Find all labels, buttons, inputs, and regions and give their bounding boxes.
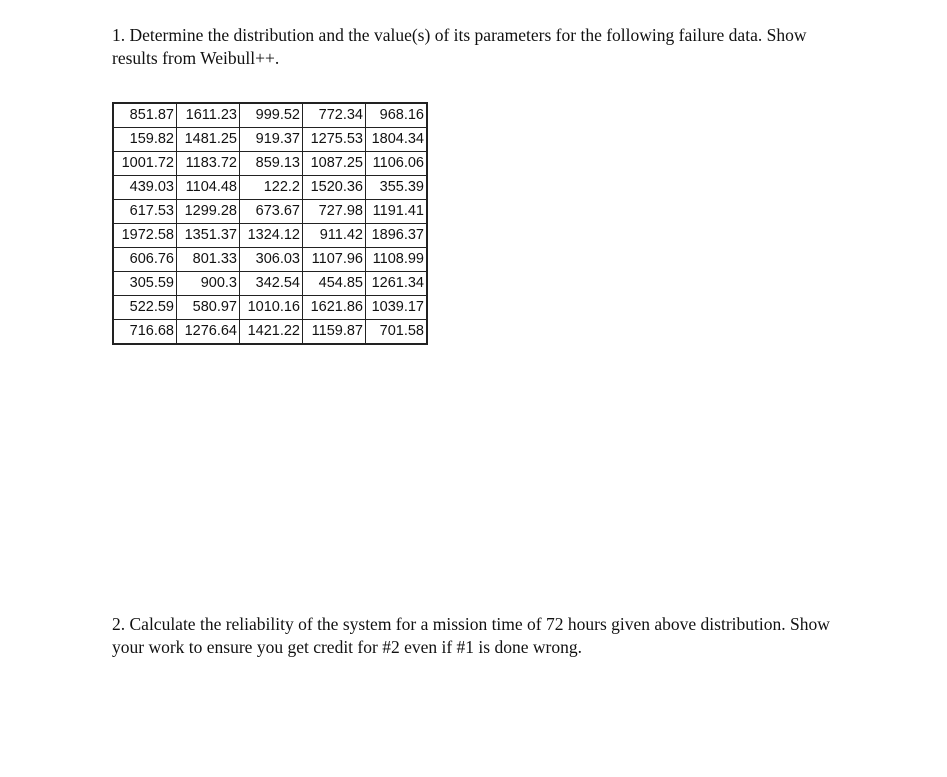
table-row: [113, 296, 427, 320]
table-cell: 701.58: [366, 320, 428, 345]
table-row: [113, 128, 427, 152]
table-row: [113, 103, 427, 128]
table-cell: 1351.37: [177, 224, 240, 248]
table-row: [113, 272, 427, 296]
table-cell: 1104.48: [177, 176, 240, 200]
table-cell: 999.52: [240, 103, 303, 128]
table-cell: 1276.64: [177, 320, 240, 345]
table-cell: 1324.12: [240, 224, 303, 248]
table-cell: 919.37: [240, 128, 303, 152]
table-cell: 355.39: [366, 176, 428, 200]
table-cell: 772.34: [303, 103, 366, 128]
table-cell: 159.82: [113, 128, 177, 152]
table-cell: 1087.25: [303, 152, 366, 176]
table-cell: 1010.16: [240, 296, 303, 320]
table-cell: 1275.53: [303, 128, 366, 152]
table-row: [113, 320, 427, 345]
table-cell: 900.3: [177, 272, 240, 296]
table-cell: 851.87: [113, 103, 177, 128]
question-1-text: 1. Determine the distribution and the value(s) of its parameters for the following failure data. Show results from Weibull++.: [112, 25, 807, 68]
question-2-text: 2. Calculate the reliability of the system for a mission time of 72 hours given above distribution. Show your work to ensure you get credit for #2 even if #1 is done wrong.: [112, 614, 830, 657]
table-cell: 1107.96: [303, 248, 366, 272]
table-cell: 1183.72: [177, 152, 240, 176]
table-cell: 1261.34: [366, 272, 428, 296]
table-cell: 1191.41: [366, 200, 428, 224]
table-cell: 801.33: [177, 248, 240, 272]
table-cell: 716.68: [113, 320, 177, 345]
table-cell: 522.59: [113, 296, 177, 320]
table-cell: 1621.86: [303, 296, 366, 320]
table-cell: 306.03: [240, 248, 303, 272]
table-cell: 454.85: [303, 272, 366, 296]
table-cell: 1481.25: [177, 128, 240, 152]
table-cell: 1972.58: [113, 224, 177, 248]
table-cell: 1106.06: [366, 152, 428, 176]
table-cell: 1001.72: [113, 152, 177, 176]
table-cell: 439.03: [113, 176, 177, 200]
table-cell: 1804.34: [366, 128, 428, 152]
failure-data-table: [112, 102, 428, 345]
failure-data-table-body: [113, 103, 427, 344]
table-cell: 859.13: [240, 152, 303, 176]
table-row: [113, 176, 427, 200]
table-cell: 1159.87: [303, 320, 366, 345]
table-cell: 1896.37: [366, 224, 428, 248]
table-cell: 968.16: [366, 103, 428, 128]
table-cell: 305.59: [113, 272, 177, 296]
table-cell: 122.2: [240, 176, 303, 200]
table-row: [113, 152, 427, 176]
table-cell: 617.53: [113, 200, 177, 224]
table-cell: 673.67: [240, 200, 303, 224]
table-row: [113, 248, 427, 272]
table-cell: 1421.22: [240, 320, 303, 345]
table-cell: 727.98: [303, 200, 366, 224]
table-cell: 606.76: [113, 248, 177, 272]
table-cell: 911.42: [303, 224, 366, 248]
table-cell: 1611.23: [177, 103, 240, 128]
table-cell: 1039.17: [366, 296, 428, 320]
table-cell: 342.54: [240, 272, 303, 296]
table-row: [113, 200, 427, 224]
table-cell: 1520.36: [303, 176, 366, 200]
table-cell: 1299.28: [177, 200, 240, 224]
table-cell: 1108.99: [366, 248, 428, 272]
table-row: [113, 224, 427, 248]
table-cell: 580.97: [177, 296, 240, 320]
